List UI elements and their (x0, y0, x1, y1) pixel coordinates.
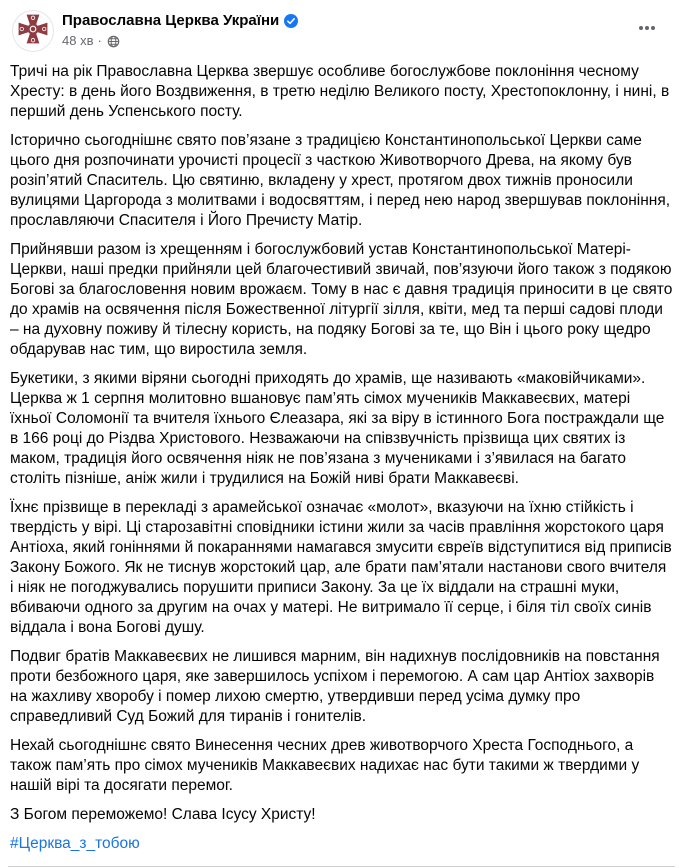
post-header (0, 0, 683, 58)
hashtag-link[interactable]: #Церква_з_тобою (10, 835, 140, 852)
globe-audience-icon (107, 35, 120, 48)
post-paragraph: Нехай сьогоднішнє свято Винесення чесних древ животворчого Хреста Господнього, а також пам’ять про сімох мучеників Маккавеєвих надихає нас бути такими ж твердими у нашій вірі та досягати перемог. (10, 737, 644, 794)
post-meta (62, 33, 298, 49)
post-paragraph: Їхнє прізвище в перекладі з арамейської означає «молот», вказуючи на їхню стійкість і твердість у вірі. Ці старозавітні сповідники істини жили за часів правління жорстокого царя Антіоха, який гоніннями й покараннями намагався змусити євреїв відступитися від приписів Закону Божого. Як не тиснув жорстокий цар, але брати пам’ятали настанови свого вчителя і ніяк не погоджувались порушити приписи Закону. За це їх віддали на страшні муки, вбиваючи одного за другим на очах у матері. Не витримало її серце, і біля тіл своїх синів віддала і вона Богові душу. (10, 499, 677, 636)
author-row (62, 11, 298, 30)
post-content (0, 58, 683, 860)
meta-separator: · (97, 33, 102, 48)
header-text (62, 10, 298, 49)
post-options-button[interactable] (631, 18, 663, 42)
timestamp-link[interactable]: 48 хв (62, 33, 94, 48)
post-paragraph: Прийнявши разом із хрещенням і богослужбовий устав Константинопольської Матері-Церкви, наші предки прийняли цей благочестивий звичай, пов’язуючи його також з подякою Богові за благословення новим врожаєм. Тому в нас є давня традиція приносити в це свято до храмів на освячення після Божественної літургії зілля, квіти, мед та перші садові плоди – на духовну поживу й тілесну користь, на подяку Богові за те, що Він і цього року щедро обдарував нас тим, що виростила земля. (10, 241, 677, 358)
ellipsis-icon (637, 18, 657, 43)
page-name-link[interactable]: Православна Церква України (62, 12, 280, 29)
post-paragraph: Тричі на рік Православна Церква звершує особливе богослужбове поклоніння чесному Хресту: в день його Воздвиження, в третю неділю Великого посту, Хрестопоклонну, і нині, в перший день Успенського посту. (10, 63, 674, 120)
verified-badge-icon (284, 14, 298, 28)
post-paragraph: З Богом переможемо! Слава Ісусу Христу! (10, 806, 316, 823)
post-paragraph: Історично сьогоднішнє свято пов’язане з традицією Константинопольської Церкви саме цього дня розпочинати урочисті процесії з часткою Животворчого Древа, на якому був розіп’ятий Спаситель. Цю святиню, вкладену у хрест, протягом двох тижнів проносили вулицями Царгорода з молитвами і водосвяттям, і перед нею народ звершував поклоніння, прославляючи Спасителя і Його Пречисту Матір. (10, 132, 675, 229)
page-avatar[interactable] (12, 10, 54, 52)
pcu-cross-emblem-icon (17, 13, 49, 50)
post-paragraph: Подвиг братів Маккавеєвих не лишився марним, він надихнув послідовників на повстання проти безбожного царя, яке завершилось успіхом і перемогою. А сам цар Антіох захворів на жахливу хворобу і помер лихою смертю, утвердивши перед усіма думку про справедливий Суд Божий для тиранів і гонителів. (10, 648, 664, 725)
post-paragraph: Букетики, з якими віряни сьогодні приходять до храмів, ще називають «маковійчиками». Церква ж 1 серпня молитовно вшановує пам’ять сімох мучеників Маккавеєвих, матері їхньої Соломонії та вчителя їхнього Єлеазара, які за віру в істинного Бога постраждали ще в 166 році до Різдва Христового. Незважаючи на співзвучність прізвища цих святих із маком, традиція його освячення ніяк не пов’язана з мучениками і з’явилася на багато століть пізніше, аніж жили і трудилися на Божій ниві брати Маккавеєві. (10, 370, 669, 487)
